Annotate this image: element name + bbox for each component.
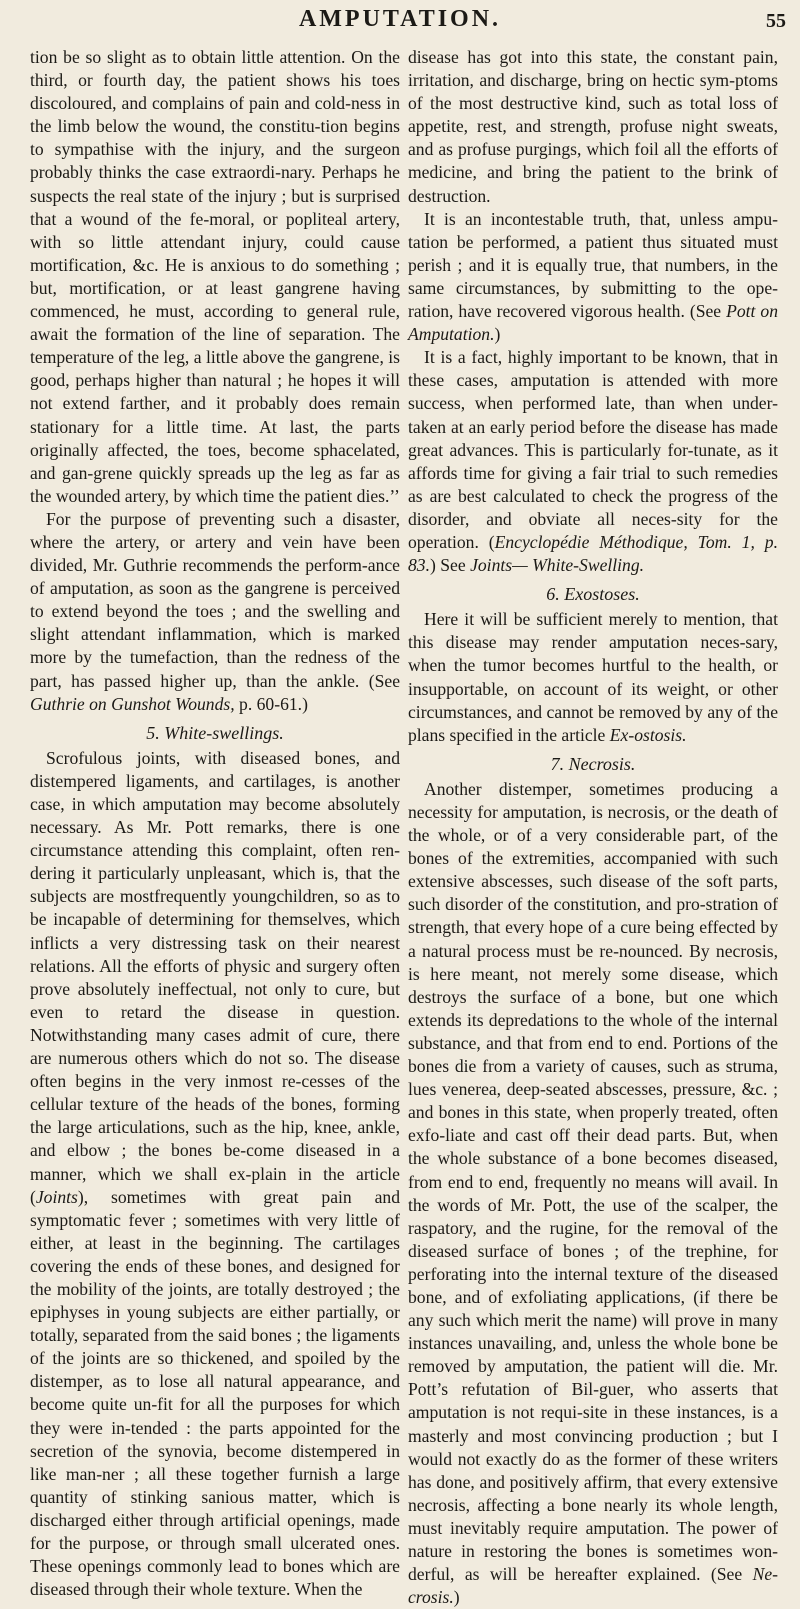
paragraph-text: ) See xyxy=(430,555,466,576)
paragraph: tion be so slight as to obtain little attention. On the third, or fourth day, the patient shows his toes discoloured, and complains of pain and cold-ness in the limb below the wound, the constitu-tion begins to sympathise with the injury, and the surgeon probably thinks the case extraordi-nary. Perhaps he suspects the real state of the injury ; but is surprised that a wound of the fe-moral, or popliteal artery, with so little attendant injury, could cause mortification, &c. He is anxious to do something ; but, mortification, or at least gangrene having commenced, he must, according to general rule, await the formation of the line of separation. The temperature of the leg, a little above the gangrene, is good, perhaps higher than natural ; he hopes it will not extend farther, and it probably does remain stationary for a little time. At last, the parts originally affected, the toes, become sphacelated, and gan-grene quickly spreads up the leg as far as the wounded artery, by which time the patient dies.’’ xyxy=(30,47,400,506)
paragraph-text: ), sometimes with great pain and symptomatic fever ; sometimes with very little of either, at least in the beginning. The cartilages covering the ends of these bones, and designed for the mobility of the joints, are totally destroyed ; the epiphyses in young subjects are either partially, or totally, separated from the said bones ; the ligaments of the joints are so thickened, and spoiled by the distemper, as to lose all natural appearance, and become quite un-fit for all the purposes for which they were in-tended : the parts appointed for the secretion of the synovia, become distempered in like man-ner ; all these together furnish a large quantity of stinking sanious matter, which is discharged either through artificial openings, made for the purpose, or through small ulcerated ones. These openings commonly lead to bones which are diseased through their whole texture. When the xyxy=(30,1186,400,1600)
section-heading: 5. White-swellings. xyxy=(146,722,284,743)
running-title: AMPUTATION. xyxy=(298,6,502,32)
citation: Joints— White-Swelling. xyxy=(470,555,645,576)
paragraph-text: Scrofulous joints, with diseased bones, and distempered ligaments, and cartilages, is another case, in which amputation may become absolutely necessary. As Mr. Pott remarks, there is one circumstance attending this complaint, often ren-dering it particularly unpleasant, which is, that the subjects are mostfrequently youngchildren, so as to be incapable of determining for themselves, which inflicts a very distressing task on their nearest relations. All the efforts of physic and surgery often prove absolutely ineffectual, not only to cure, but even to retard the disease in question. Notwithstanding many cases admit of cure, there are numerous others which do not so. The disease often begins in the very inmost re-cesses of the cellular texture of the heads of the bones, forming the large articulations, such as the hip, knee, ankle, and elbow ; the bones be-come diseased in a manner, which we shall ex-plain in the article ( xyxy=(30,747,400,1207)
citation: Pott on Amputation. xyxy=(408,301,779,345)
paragraph-text: Here it will be sufficient merely to mention, that this disease may render amputation neces-sary, when the tumor becomes hurtful to the health, or insupportable, on account of its weight, or other circumstances, and cannot be removed by any of the plans specified in the article xyxy=(408,609,778,745)
paragraph-text: It is a fact, highly important to be known, that in these cases, amputation is attended with more success, when performed late, than when under-taken at an early period before the disease has made great advances. This is particularly for-tunate, as it affords time for giving a fair trial to such remedies as are best calculated to check the progress of the disorder, and obviate all neces-sity for the operation. ( xyxy=(408,347,778,552)
paragraph-text: It is an incontestable truth, that, unless ampu-tation be performed, a patient thus situated must perish ; and it is equally true, that numbers, in the same circumstances, by submitting to the ope-ration, have recovered vigorous health. (See xyxy=(408,208,778,322)
citation: Encyclopédie Méthodique, Tom. 1, p. 83. xyxy=(408,531,778,576)
citation: Joints xyxy=(35,1186,78,1207)
paragraph xyxy=(30,747,400,1601)
paragraph-text: For the purpose of preventing such a disaster, where the artery, or artery and vein have been divided, Mr. Guthrie recommends the perform-ance of amputation, as soon as the gangrene is perceived to extend beyond the toes ; and the swelling and slight attendant inflammation, which is marked more by the tumefaction, than the redness of the part, has passed higher up, than the ankle. (See xyxy=(30,508,400,691)
citation: Ex-ostosis. xyxy=(609,724,687,745)
section-heading: 7. Necrosis. xyxy=(550,753,636,774)
citation-tail: p. 60-61.) xyxy=(239,693,308,714)
paragraph xyxy=(30,508,400,716)
paragraph xyxy=(408,778,778,1609)
paragraph xyxy=(408,346,778,577)
left-column xyxy=(30,46,400,1601)
page-number: 55 xyxy=(766,10,786,32)
citation-tail: ) xyxy=(494,324,501,345)
citation-tail: ) xyxy=(453,1587,460,1608)
right-column xyxy=(408,46,778,1609)
paragraph-text: Another distemper, sometimes producing a necessity for amputation, is necrosis, or the death of the whole, or of a very considerable part, of the bones of the extremities, accompanied with such extensive abscesses, such disease of the soft parts, such disorder of the constitution, and pro-stration of strength, that every hope of a cure being effected by a natural process must be re-nounced. By necrosis, is here meant, not merely some disease, which destroys the surface of a bone, but one which extends its depredations to the whole of the internal substance, and that from end to end. Portions of the bones die from a variety of causes, such as struma, lues venerea, deep-seated abscesses, pressure, &c. ; and bones in this state, when properly treated, often exfo-liate and cast off their dead parts. But, when the whole substance of a bone becomes diseased, from end to end, frequently no means will avail. In the words of Mr. Pott, the use of the scalper, the raspatory, and the rugine, for the removal of the diseased surface of bones ; of the trephine, for perforating into the internal texture of the diseased bone, and of exfoliating applications, (if there be any such which merit the name) will prove in many instances unavailing, and, unless the whole bone be removed by amputation, the patient will die. Mr. Pott’s refutation of Bil-guer, who asserts that amputation is not requi-site in these instances, is a masterly and most convincing production ; but I would not exactly do as the former of these writers has done, and positively affirm, that every extensive necrosis, affecting a bone nearly its whole length, must inevitably require amputation. The power of nature in restoring the bones is sometimes won-derful, as will be hereafter explained. (See xyxy=(408,778,778,1585)
section-heading: 6. Exostoses. xyxy=(546,584,640,605)
paragraph xyxy=(408,208,778,347)
citation: Guthrie on Gunshot Wounds, xyxy=(30,693,235,714)
citation: Ne-crosis. xyxy=(408,1564,778,1608)
paragraph xyxy=(408,608,778,747)
paragraph: disease has got into this state, the constant pain, irritation, and discharge, bring on hectic sym-ptoms of the most destructive kind, such as total loss of appetite, rest, and strength, profuse night sweats, and as profuse purgings, which foil all the efforts of medicine, and bring the patient to the brink of destruction. xyxy=(408,47,778,206)
